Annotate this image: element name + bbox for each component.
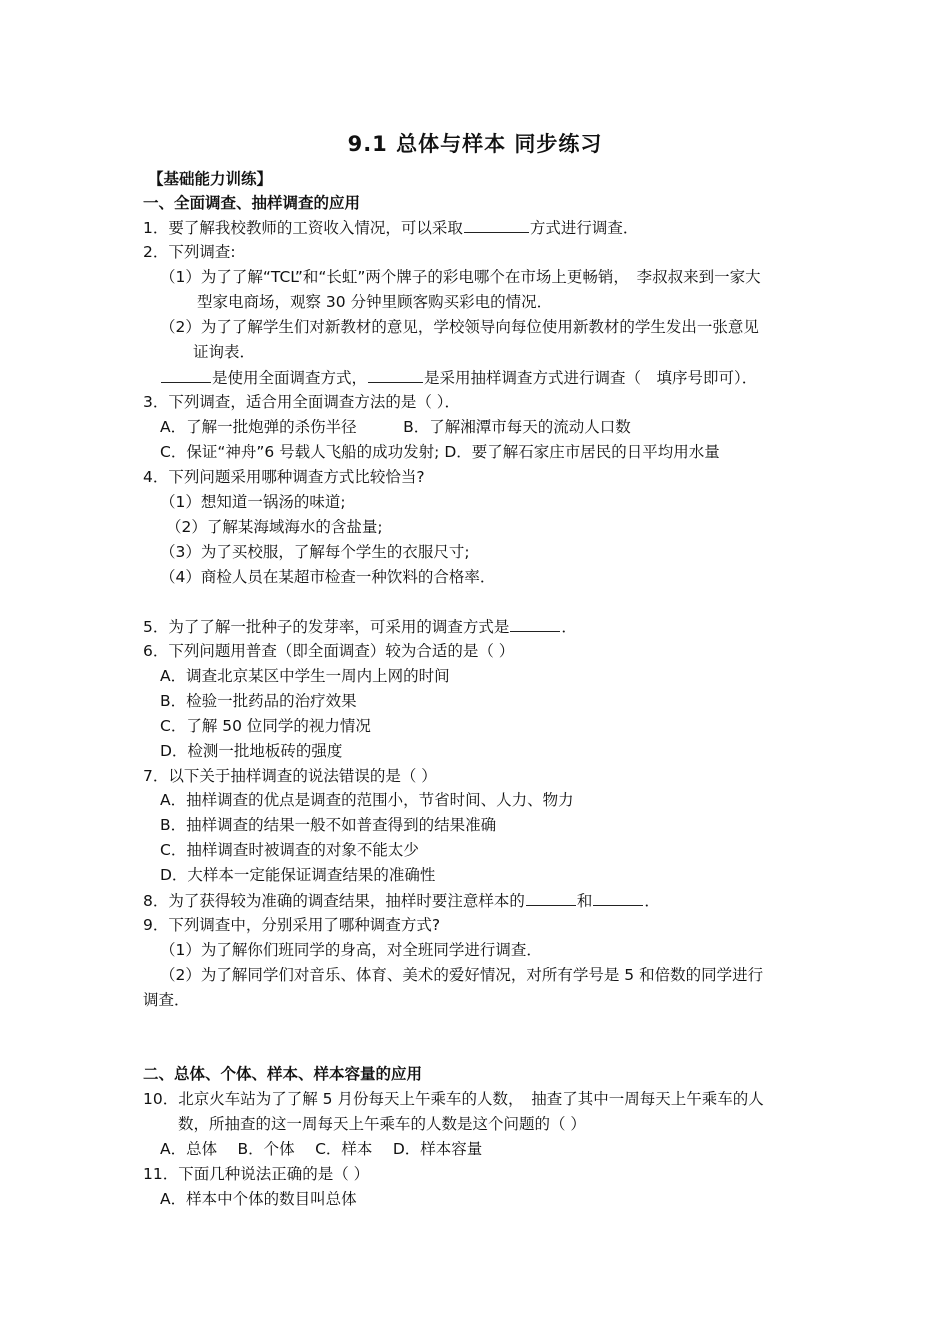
question-2: 2．下列调查: <box>143 243 236 261</box>
question-1 <box>143 216 638 239</box>
question-7: 7．以下关于抽样调查的说法错误的是（ ） <box>143 767 437 785</box>
question-1-text: 1．要了解我校教师的工资收入情况，可以采取 <box>143 219 463 237</box>
question-8 <box>143 889 660 912</box>
part1-heading: 一、全面调查、抽样调查的应用 <box>143 194 361 212</box>
question-5-tail: ． <box>561 618 577 636</box>
page-title: 9.1 总体与样本 同步练习 <box>347 132 603 156</box>
question-3: 3．下列调查，适合用全面调查方法的是（ ）． <box>143 393 461 411</box>
question-2-fill <box>160 366 757 389</box>
question-6-option-a: A．调查北京某区中学生一周内上网的时间 <box>160 667 450 685</box>
question-10: 10．北京火车站为了了解 5 月份每天上午乘车的人数， 抽查了其中一周每天上午乘车的人 <box>143 1090 764 1108</box>
question-3-options-ab: A．了解一批炮弹的杀伤半径 B．了解湘潭市每天的流动人口数 <box>160 418 631 436</box>
question-9-item-2-cont: 调查． <box>143 991 190 1009</box>
answer-blank <box>161 366 211 383</box>
question-11-option-a: A．样本中个体的数目叫总体 <box>160 1190 357 1208</box>
question-6: 6．下列问题用普查（即全面调查）较为合适的是（ ） <box>143 642 515 660</box>
question-4-item-3: （3）为了买校服，了解每个学生的衣服尺寸; <box>160 543 470 561</box>
question-9-item-2: （2）为了解同学们对音乐、体育、美术的爱好情况，对所有学号是 5 和倍数的同学进行 <box>160 966 764 984</box>
question-7-option-d: D．大样本一定能保证调查结果的准确性 <box>160 866 436 884</box>
question-10-options: A．总体 B．个体 C．样本 D．样本容量 <box>160 1140 483 1158</box>
question-8-text: 8．为了获得较为准确的调查结果，抽样时要注意样本的 <box>143 892 525 910</box>
question-2-fill-text-a: 是使用全面调查方式， <box>212 369 368 387</box>
question-9-item-1: （1）为了解你们班同学的身高，对全班同学进行调查． <box>160 941 542 959</box>
part2-heading: 二、总体、个体、样本、样本容量的应用 <box>143 1065 423 1083</box>
question-5 <box>143 615 577 638</box>
question-2-item-2-cont: 证询表． <box>193 343 256 361</box>
question-4-item-1: （1）想知道一锅汤的味道; <box>160 493 346 511</box>
question-3-options-cd: C．保证“神舟”6 号载人飞船的成功发射; D．要了解石家庄市居民的日平均用水量 <box>160 443 720 461</box>
question-1-tail: 方式进行调查． <box>529 219 639 237</box>
answer-blank <box>368 366 423 383</box>
question-4-item-2: （2）了解某海域海水的含盐量; <box>166 518 383 536</box>
question-6-option-b: B．检验一批药品的治疗效果 <box>160 692 357 710</box>
answer-blank <box>526 889 576 906</box>
question-2-item-1-cont: 型家电商场，观察 30 分钟里顾客购买彩电的情况． <box>197 293 553 311</box>
question-7-option-c: C．抽样调查时被调查的对象不能太少 <box>160 841 419 859</box>
answer-blank <box>593 889 643 906</box>
answer-blank <box>464 216 529 233</box>
question-2-item-1: （1）为了了解“TCL”和“长虹”两个牌子的彩电哪个在市场上更畅销， 李叔叔来到一家大 <box>160 268 761 286</box>
question-2-fill-text-b: 是采用抽样调查方式进行调查（ 填序号即可）． <box>424 369 758 387</box>
question-2-item-2: （2）为了了解学生们对新教材的意见，学校领导向每位使用新教材的学生发出一张意见 <box>160 318 759 336</box>
question-4-item-4: （4）商检人员在某超市检查一种饮料的合格率． <box>160 568 496 586</box>
question-6-option-d: D．检测一批地板砖的强度 <box>160 742 343 760</box>
section-heading-basic: 【基础能力训练】 <box>148 170 273 188</box>
question-6-option-c: C．了解 50 位同学的视力情况 <box>160 717 371 735</box>
question-9: 9．下列调查中，分别采用了哪种调查方式? <box>143 916 441 934</box>
question-8-and: 和 <box>576 892 593 910</box>
question-10-cont: 数，所抽查的这一周每天上午乘车的人数是这个问题的（ ） <box>178 1115 586 1133</box>
question-4: 4．下列问题采用哪种调查方式比较恰当? <box>143 468 425 486</box>
question-7-option-a: A．抽样调查的优点是调查的范围小，节省时间、人力、物力 <box>160 791 574 809</box>
question-7-option-b: B．抽样调查的结果一般不如普查得到的结果准确 <box>160 816 497 834</box>
question-11: 11．下面几种说法正确的是（ ） <box>143 1165 370 1183</box>
answer-blank <box>510 615 560 632</box>
question-8-tail: ． <box>644 892 660 910</box>
question-5-text: 5．为了了解一批种子的发芽率，可采用的调查方式是 <box>143 618 510 636</box>
